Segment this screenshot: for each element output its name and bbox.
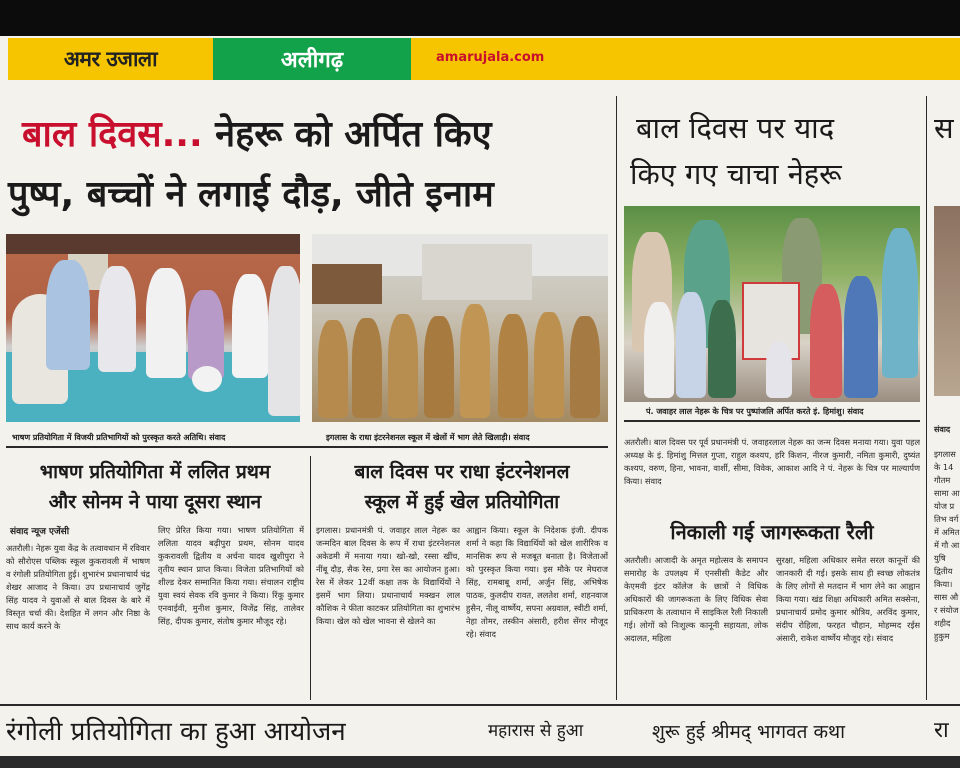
- article-b-title-line2: स्कूल में हुई खेल प्रतियोगिता: [364, 491, 560, 513]
- article-a-title-line1: भाषण प्रतियोगिता में ललित प्रथम: [39, 461, 271, 483]
- photo-award-ceremony: [6, 234, 300, 422]
- bottom-headline-rangoli: रंगोली प्रतियोगिता का हुआ आयोजन: [6, 717, 346, 747]
- brand-logo: अमर उजाला: [63, 46, 158, 71]
- article-a-column2: लिए प्रेरित किया गया। भाषण प्रतियोगिता में ललिता यादव बढ़ीपुरा प्रथम, सोनम यादव कुकरावली द्वितीय व अर्चना यादव खुशीपुरा ने तृतीय स्थान प्राप्त किया। विजेता प्रतिभागियों को शील्ड देकर सम्मानित किया गया। संचालन राष्ट्रीय युवा स्वयं सेवक रवि कुमार ने किया। रिंकू कुमार एनवाईवी, मुनीश कुमार, विजेंद्र सिंह, तालेवर सिंह, दीपक कुमार, संतोष कुमार मौजूद रहे।: [158, 525, 304, 626]
- photo-tribute-nehru: [624, 206, 920, 402]
- site-url: amarujala.com: [436, 50, 545, 65]
- right-label: संवाद: [934, 425, 951, 434]
- article-a-title: [6, 457, 304, 517]
- column-divider: [616, 96, 617, 700]
- main-headline-line2: पुष्प, बच्चों ने लगाई दौड़, जीते इनाम: [8, 174, 494, 215]
- top-black-bar: [0, 0, 960, 36]
- story2-body: अतरौली। बाल दिवस पर पूर्व प्रधानमंत्री पं. जवाहरलाल नेहरू का जन्म दिवस मनाया गया। युवा पहल अध्यक्ष के इं. हिमांशु मित्तल गुप्ता, राहुल कश्यप, हरि किशन, नीरज कुमारी, नमिता कुमारी, दुष्यंत कश्यप, वरुण, हिना, भावना, वार्शी, सीमा, विवेक, आकाश आदि ने पं. नेहरू के चित्र पर माल्यार्पण किया। संवाद: [624, 437, 920, 486]
- story2-headline-line1: बाल दिवस पर याद: [636, 111, 835, 145]
- main-headline-line1: [22, 108, 492, 157]
- photo-sack-race: [312, 234, 608, 422]
- column-divider: [310, 456, 311, 700]
- bottom-headline-maharas: महारास से हुआ: [488, 721, 584, 741]
- bottom-headline-fragment: रा: [934, 718, 949, 743]
- article-b-title: [316, 457, 608, 517]
- right-photo-fragment: [934, 206, 960, 396]
- article-b-title-line1: बाल दिवस पर राधा इंटरनेशनल: [354, 461, 570, 483]
- article-c-title: निकाली गई जागरूकता रैली: [670, 520, 874, 544]
- column-rule: [6, 446, 608, 448]
- article-b-column2: आह्वान किया। स्कूल के निदेशक इंजी. दीपक शर्मा ने कहा कि विद्यार्थियों को खेल शारीरिक व मानसिक रूप से मजबूत बनाता है। विजेताओं को पुरस्कृत किया गया। इस मौके पर मेघराज सिंह, रामबाबू शर्मा, अर्जुन सिंह, अभिषेक पाठक, कुलदीप रावत, ललतेश शर्मा, शहनवाज हुसैन, नीलू वार्ष्णेय, सपना अग्रवाल, स्वीटी शर्मा, नेहा तोमर, तस्कीन अंसारी, हरीश सेंगर मौजूद रहे। संवाद: [466, 525, 608, 639]
- city-label: अलीगढ़: [213, 38, 411, 80]
- column-rule: [624, 420, 920, 422]
- article-a-title-line2: और सोनम ने पाया दूसरा स्थान: [48, 491, 262, 513]
- story2-headline-line2: किए गए चाचा नेहरू: [630, 157, 842, 191]
- agency-byline: संवाद न्यूज एजेंसी: [10, 527, 70, 537]
- article-c-column1: अतरौली। आजादी के अमृत महोत्सव के समापन समारोह के उपलक्ष्य में एनसीसी कैडेट और केएमवी इंटर कॉलेज के छात्रों ने विधिक अधिकारों की जागरूकता के लिए विधिक सेवा प्राधिकरण के तत्वाधान में साइकिल रैली निकाली गई। लोगों को निःशुल्क कानूनी सहायता, लोक अदालत, महिला: [624, 555, 768, 643]
- photo3-caption: पं. जवाहर लाल नेहरू के चित्र पर पुष्पांजलि अर्पित करते इं. हिमांशु। संवाद: [646, 407, 864, 416]
- photo2-caption: इगलास के राधा इंटरनेशनल स्कूल में खेलों में भाग लेते खिलाड़ी। संवाद: [326, 433, 530, 442]
- bottom-rule: [0, 704, 960, 706]
- column-divider: [926, 96, 927, 700]
- article-a-column1: अतरौली। नेहरू युवा केंद्र के तत्वावधान में रविवार को सौरोएस पब्लिक स्कूल कुकरावली में भाषण व रंगोली प्रतियोगिता हुई। शुभारंभ प्रधानाचार्य चंद्र शेखर आजाद ने किया। उप प्रधानाचार्य जुगेंद्र सिंह यादव ने युवाओं से बाल दिवस के बारे में विस्तृत चर्चा की। देशहित में लगन और निष्ठा के साथ कार्य करने के: [6, 543, 150, 631]
- bottom-headline-bhagwat: शुरू हुई श्रीमद् भागवत कथा: [652, 721, 846, 743]
- right-column-fragment: इगलास के 14 गौतम सामा आयोज प्रतिभ वर्ग में अमित में गौ आयुषि द्वितीय किया। सास और संयोज शहीद हुकुम: [934, 449, 960, 641]
- photo1-caption: भाषण प्रतियोगिता में विजयी प्रतिभागियों को पुरस्कृत करते अतिथि। संवाद: [12, 433, 226, 442]
- article-b-column1: इगलास। प्रधानमंत्री पं. जवाहर लाल नेहरू का जन्मदिन बाल दिवस के रूप में राधा इंटरनेशनल अकेडमी में मनाया गया। खो-खो, रस्सा खींच, नींबू दौड़, सैक रेस, प्रगा रेस का आयोजन हुआ। रेस में लेकर 12वीं कक्षा तक के विद्यार्थियों ने इसमें भाग लिया। प्रधानाचार्य मक्खन लाल कौशिक ने फीता काटकर प्रतियोगिता का शुभारंभ किया। खेल को खेल भावना से खेलने का: [316, 525, 460, 626]
- article-c-column2: सुरक्षा, महिला अधिकार समेत सरल कानूनों की जानकारी दी गई। इसके साथ ही स्वच्छ लोकतंत्र के लिए लोगों से मतदान में भाग लेने का आह्वान किया गया। खंड शिक्षा अधिकारी अमित सक्सेना, प्रधानाचार्य प्रमोद कुमार श्रोत्रिय, अरविंद कुमार, संदीप रोहिला, फरहत चौहान, मोहम्मद रईस अंसारी, राकेश वार्ष्णेय मौजूद रहे। संवाद: [776, 555, 920, 643]
- main-headline-rest: नेहरू को अर्पित किए: [202, 114, 492, 155]
- bottom-edge: [0, 756, 960, 768]
- main-headline-red: बाल दिवस...: [22, 114, 203, 155]
- right-headline-fragment: स: [934, 111, 954, 145]
